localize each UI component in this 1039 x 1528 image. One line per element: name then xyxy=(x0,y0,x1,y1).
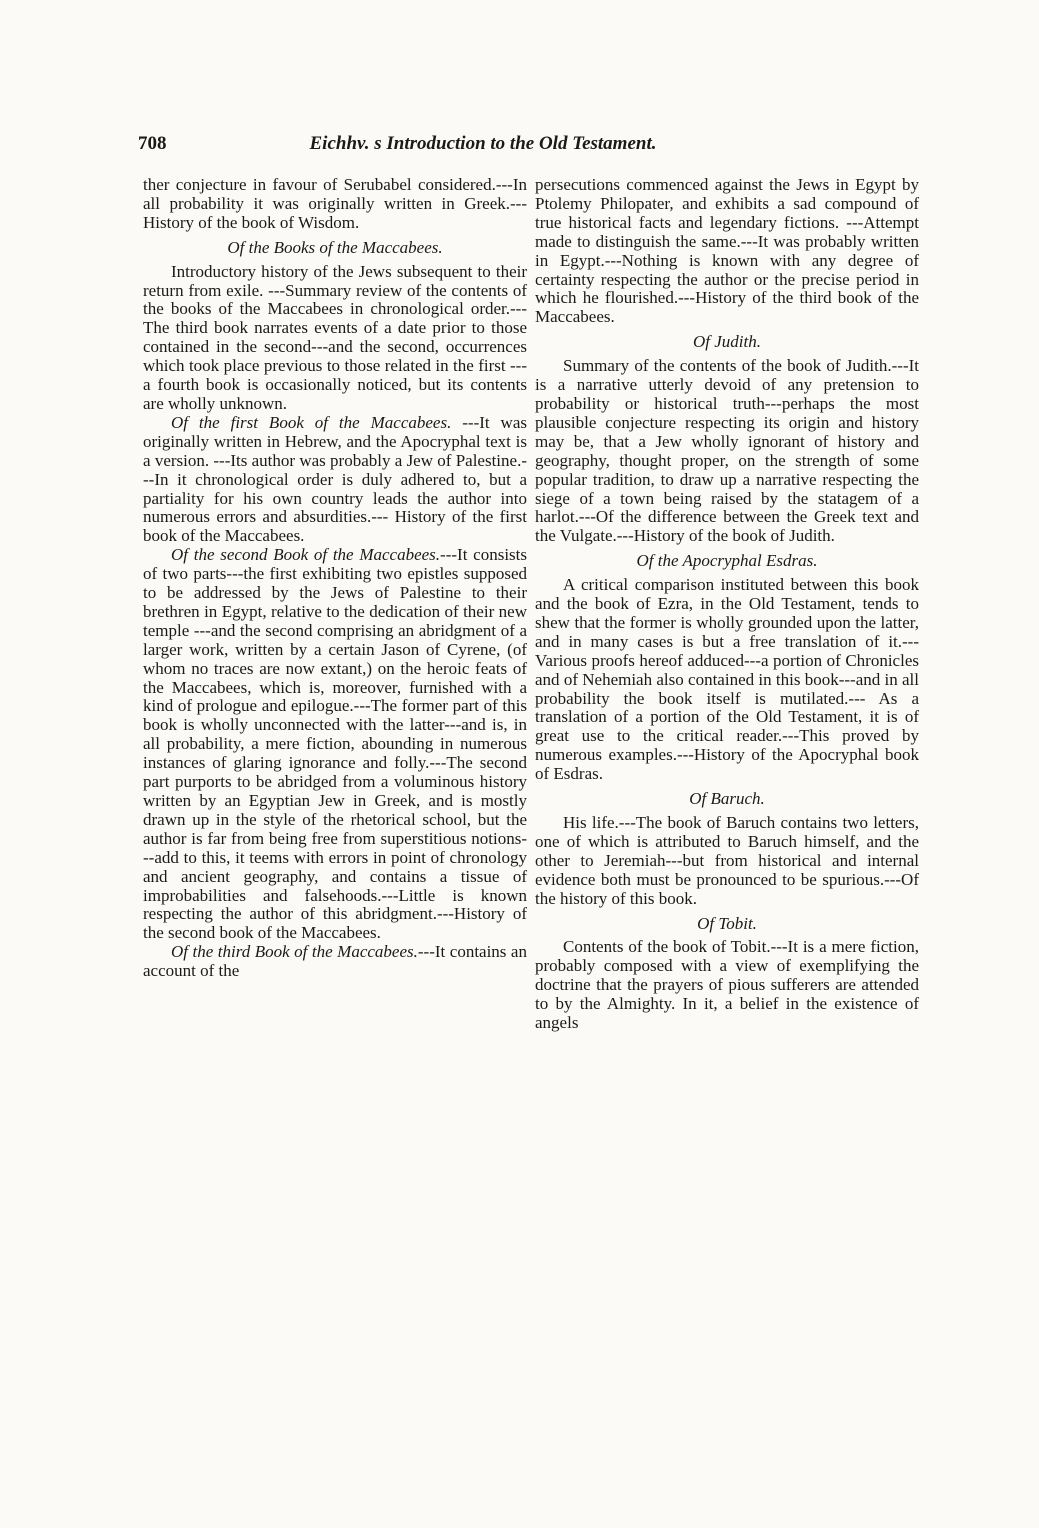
page-number: 708 xyxy=(138,133,167,154)
left-column xyxy=(143,176,527,981)
section-heading-tobit: Of Tobit. xyxy=(697,913,757,933)
continued-paragraph-right: persecutions commenced against the Jews in Egypt by Ptolemy Philopater, and exhibits a sad compound of true historical facts and legendary fictions. ---Attempt made to distinguish the same.---It was probably written in Egypt.---Nothing is known with any degree of certainty respecting the author or the precise period in which he flourished.---History of the third book of the Maccabees. xyxy=(535,175,919,327)
inline-heading-first-maccabees: Of the first Book of the Maccabees. xyxy=(171,412,452,432)
paragraph-maccabees: Introductory history of the Jews subsequent to their return from exile. ---Summary review of the contents of the books of the Maccabees in chronological order.---The third book narrates events of a date prior to those contained in the second---and the second, occurrences which took place previous to those related in the first ---a fourth book is occasionally noticed, but its contents are wholly unknown. xyxy=(143,261,527,413)
section-heading-maccabees: Of the Books of the Maccabees. xyxy=(227,237,443,257)
paragraph-tobit: Contents of the book of Tobit.---It is a mere fiction, probably composed with a view of exemplifying the doctrine that the prayers of pious sufferers are attended to by the Almighty. In it, a belief in the existence of angels xyxy=(535,937,919,1033)
section-heading-esdras: Of the Apocryphal Esdras. xyxy=(636,551,818,571)
paragraph-first-maccabees-text: ---It was originally written in Hebrew, and the Apocryphal text is a version. ---Its author was probably a Jew of Palestine.---In it chronological order is duly adhered to, but a partiality for his own country leads the author into numerous errors and absurdities.--- History of the first book of the Maccabees. xyxy=(143,412,527,546)
paragraph-judith: Summary of the contents of the book of Judith.---It is a narrative utterly devoid of any pretension to probability or historical truth---perhaps the most plausible conjecture respecting its origin and history may be, that a Jew wholly ignorant of history and geography, thought proper, on the strength of some popular tradition, to draw up a narrative respecting the siege of a town being raised by the statagem of a harlot.---Of the difference between the Greek text and the Vulgate.---History of the book of Judith. xyxy=(535,356,919,546)
inline-heading-third-maccabees: Of the third Book of the Maccabees. xyxy=(171,942,418,962)
paragraph-third-maccabees xyxy=(143,943,527,981)
inline-heading-second-maccabees: Of the second Book of the Maccabees. xyxy=(171,545,441,565)
paragraph-esdras: A critical comparison instituted between this book and the book of Ezra, in the Old Testament, tends to shew that the former is wholly grounded upon the latter, and in many cases is but a free translation of it.---Various proofs hereof adduced---a portion of Chronicles and of Nehemiah also contained in this book---and in all probability the book itself is mutilated.--- As a translation of a portion of the Old Testament, it is of great use to the critical reader.---This proved by numerous examples.---History of the Apocryphal book of Esdras. xyxy=(535,575,919,784)
paragraph-second-maccabees xyxy=(143,546,527,943)
paragraph-baruch: His life.---The book of Baruch contains two letters, one of which is attributed to Baruch himself, and the other to Jeremiah---but from historical and internal evidence both must be pronounced to be spurious.---Of the history of this book. xyxy=(535,813,919,908)
running-title: Eichhv. s Introduction to the Old Testament. xyxy=(309,133,657,154)
continued-paragraph: ther conjecture in favour of Serubabel considered.---In all probability it was originally written in Greek.---History of the book of Wisdom. xyxy=(143,175,527,232)
paragraph-second-maccabees-text: ---It consists of two parts---the first exhibiting two epistles supposed to be addressed by the Jews of Palestine to their brethren in Egypt, relative to the dedication of their new temple ---and the second comprising an abridgment of a larger work, written by a certain Jason of Cyrene, (of whom no traces are now extant,) on the heroic feats of the Maccabees, which is, moreover, furnished with a kind of prologue and epilogue.---The former part of this book is wholly unconnected with the latter---and is, in all probability, a mere fiction, abounding in numerous instances of glaring ignorance and folly.---The second part purports to be abridged from a voluminous history written by an Egyptian Jew in Greek, and is mostly drawn up in the style of the rhetorical school, but the author is far from being free from superstitious notions---add to this, it teems with errors in point of chronology and ancient geography, and contains a tissue of improbabilities and falsehoods.---Little is known respecting the author of this abridgment.---History of the second book of the Maccabees. xyxy=(143,545,527,943)
paragraph-third-maccabees-text: ---It contains an account of the xyxy=(143,942,527,981)
page-header xyxy=(138,133,778,165)
section-heading-judith: Of Judith. xyxy=(693,332,761,352)
right-column xyxy=(535,176,919,1033)
paragraph-first-maccabees xyxy=(143,414,527,546)
section-heading-baruch: Of Baruch. xyxy=(689,789,765,809)
